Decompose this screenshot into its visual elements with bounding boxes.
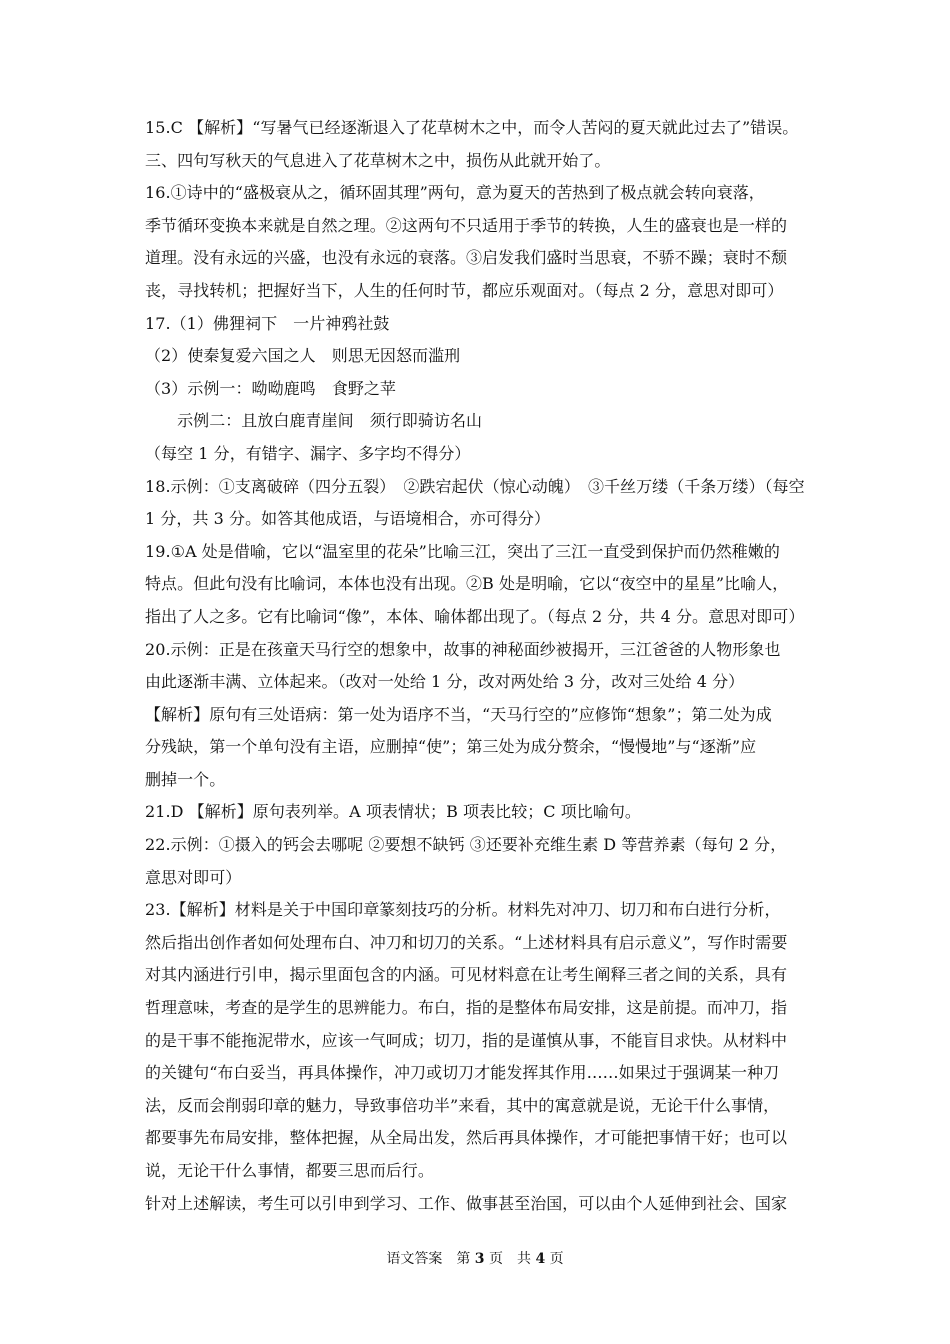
text-line: 的是干事不能拖泥带水，应该一气呵成；切刀，指的是谨慎从事，不能盲目求快。从材料中 — [145, 1030, 788, 1050]
text-line: 说，无论干什么事情，都要三思而后行。 — [145, 1161, 434, 1180]
footer-middle: 页 共 — [484, 1251, 536, 1267]
footer-suffix: 页 — [545, 1251, 564, 1267]
text-line: 16.①诗中的“盛极衰从之，循环固其理”两句，意为夏天的苦热到了极点就会转向衰落， — [145, 183, 765, 203]
text-line: 丧，寻找转机；把握好当下，人生的任何时节，都应乐观面对。（每点 2 分，意思对即可） — [145, 280, 784, 300]
footer-prefix: 语文答案 第 — [386, 1251, 475, 1267]
text-line: 针对上述解读，考生可以引申到学习、工作、做事甚至治国，可以由个人延伸到社会、国家 — [145, 1193, 788, 1213]
text-line: 20.示例：正是在孩童天马行空的想象中，故事的神秘面纱被揭开，三江爸爸的人物形象也 — [145, 639, 781, 659]
answer-text-body — [145, 112, 825, 1220]
text-line: 意思对即可） — [145, 867, 242, 887]
text-line: 21.D 【解析】原句表列举。A 项表情状；B 项表比较；C 项比喻句。 — [145, 802, 641, 822]
text-line: 对其内涵进行引申，揭示里面包含的内涵。可见材料意在让考生阐释三者之间的关系，具有 — [145, 965, 788, 985]
text-line: 由此逐渐丰满、立体起来。（改对一处给 1 分，改对两处给 3 分，改对三处给 4 分） — [145, 672, 745, 692]
text-line: 18.示例：①支离破碎（四分五裂） ②跌宕起伏（惊心动魄） ③千丝万缕（千条万缕）（每空 — [145, 476, 805, 496]
text-line: 季节循环变换本来就是自然之理。②这两句不只适用于季节的转换，人生的盛衰也是一样的 — [145, 215, 788, 235]
footer-page-number: 3 — [474, 1251, 485, 1267]
page-footer — [0, 1248, 950, 1268]
text-line: 【解析】原句有三处语病：第一处为语序不当，“天马行空的”应修饰“想象”；第二处为成 — [145, 704, 772, 724]
text-line: 1 分，共 3 分。如答其他成语，与语境相合，亦可得分） — [145, 509, 551, 529]
text-line: 23.【解析】材料是关于中国印章篆刻技巧的分析。材料先对冲刀、切刀和布白进行分析， — [145, 900, 781, 920]
text-line: 法，反而会削弱印章的魅力，导致事倍功半”来看，其中的寓意就是说，无论干什么事情， — [145, 1095, 780, 1115]
text-line: 三、四句写秋天的气息进入了花草树木之中，损伤从此就开始了。 — [145, 150, 611, 170]
text-line: 删掉一个。 — [145, 769, 226, 789]
text-line: （每空 1 分，有错字、漏字、多字均不得分） — [145, 443, 471, 463]
text-line: （2）使秦复爱六国之人 则思无因怒而滥刑 — [145, 346, 461, 366]
text-line: 的关键句“布白妥当，再具体操作，冲刀或切刀才能发挥其作用……如果过于强调某一种刀 — [145, 1063, 780, 1083]
text-line: 然后指出创作者如何处理布白、冲刀和切刀的关系。“上述材料具有启示意义”，写作时需要 — [145, 932, 788, 952]
text-line: 22.示例：①摄入的钙会去哪呢 ②要想不缺钙 ③还要补充维生素 D 等营养素（每句 2 分， — [145, 835, 787, 855]
text-line: 指出了人之多。它有比喻词“像”，本体、喻体都出现了。（每点 2 分，共 4 分。意思对即可） — [145, 606, 805, 626]
text-line: （3）示例一：呦呦鹿鸣 食野之苹 — [145, 378, 396, 398]
text-line: 都要事先布局安排，整体把握，从全局出发，然后再具体操作，才可能把事情干好；也可以 — [145, 1128, 788, 1148]
text-line: 19.①A 处是借喻，它以“温室里的花朵”比喻三江，突出了三江一直受到保护而仍然稚嫩的 — [145, 541, 780, 561]
text-line: 哲理意味，考查的是学生的思辨能力。布白，指的是整体布局安排，这是前提。而冲刀，指 — [145, 998, 788, 1018]
text-line: 17.（1）佛狸祠下 一片神鸦社鼓 — [145, 313, 390, 333]
text-line: 道理。没有永远的兴盛，也没有永远的衰落。③启发我们盛时当思衰，不骄不躁；衰时不颓 — [145, 248, 788, 268]
text-line: 示例二：且放白鹿青崖间 须行即骑访名山 — [145, 411, 483, 431]
text-line: 特点。但此句没有比喻词，本体也没有出现。②B 处是明喻，它以“夜空中的星星”比喻人， — [145, 574, 789, 594]
text-line: 15.C 【解析】“写暑气已经逐渐退入了花草树木之中，而令人苦闷的夏天就此过去了”错误。 — [145, 118, 799, 137]
footer-total-pages: 4 — [535, 1251, 546, 1267]
text-line: 分残缺，第一个单句没有主语，应删掉“使”；第三处为成分赘余，“慢慢地”与“逐渐”应 — [145, 737, 757, 757]
